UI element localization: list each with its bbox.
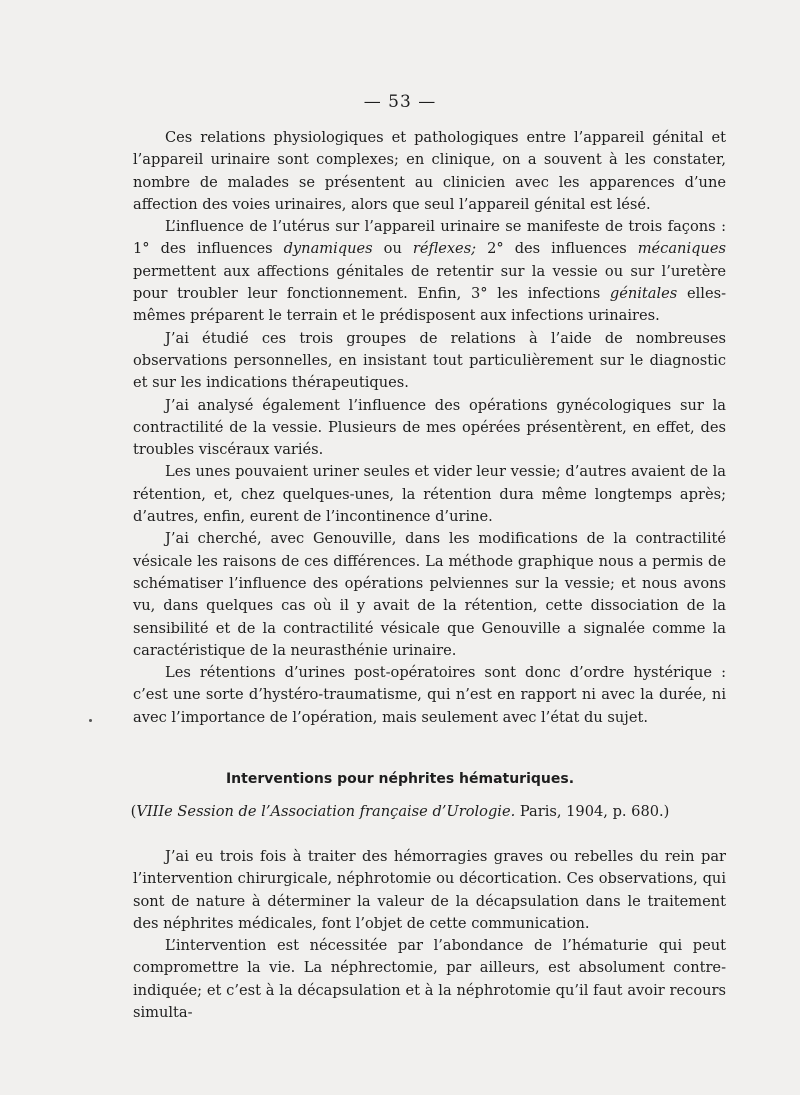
emphasis-text: dynamiques: [283, 240, 373, 258]
page-number: — 53 —: [363, 92, 437, 112]
paragraph-text: J’ai analysé également l’influence des opérations gynécologiques sur la contractilité de la vessie. Plusieurs de mes opérées présentèrent, en effet, des troubles viscéraux variés.: [133, 396, 726, 459]
emphasis-text: mécaniques: [637, 240, 726, 258]
paragraph: [133, 846, 726, 935]
section-2-heading: Interventions pour néphrites hématuriques.: [225, 771, 575, 787]
paragraph: [133, 395, 726, 462]
paragraph-text: permettent aux affections génitales de retentir sur la vessie ou sur l’uretère pour troubler leur fonctionnement. Enfin, 3° les infections: [133, 262, 726, 303]
paragraph-text: Les unes pouvaient uriner seules et vider leur vessie; d’autres avaient de la rétention, et, chez quelques-unes, la rétention dura même longtemps après; d’autres, enfin, eurent de l’incontinence d’urine.: [133, 463, 726, 526]
paragraph-text: 2° des influences: [476, 240, 638, 258]
paragraph-text: ou: [372, 240, 413, 258]
paragraph: [133, 528, 726, 662]
paragraph-text: J’ai cherché, avec Genouville, dans les modifications de la contractilité vésicale les raisons de ces différences. La méthode graphique nous a permis de schématiser l’influence des opérations pelviennes sur la vessie; et nous avons vu, dans quelques cas où il y avait de la rétention, cette dissociation de la sensibilité et de la contractilité vésicale que Genouville a signalée comme la caractéristique de la neurasthénie urinaire.: [133, 530, 726, 659]
paragraph: [133, 461, 726, 528]
paragraph: [133, 935, 726, 1024]
paragraph-text: J’ai eu trois fois à traiter des hémorragies graves ou rebelles du rein par l’intervention chirurgicale, néphrotomie ou décortication. Ces observations, qui sont de nature à déterminer la valeur de la décapsulation dans le traitement des néphrites médicales, font l’objet de cette communication.: [133, 848, 726, 932]
emphasis-text: génitales: [609, 285, 678, 303]
paragraph-text: L’influence de l’utérus sur l’appareil urinaire se manifeste de trois façons : 1° des influences: [133, 218, 726, 258]
section-2-body: [133, 846, 726, 1024]
paragraph-text: J’ai étudié ces trois groupes de relations à l’aide de nombreuses observations personnelles, en insistant tout particulièrement sur le diagnostic et sur les indications thérapeutiques.: [133, 329, 726, 392]
paragraph-text: Les rétentions d’urines post-opératoires sont donc d’ordre hystérique : c’est une sorte d’hystéro-traumatisme, qui n’est en rapport ni avec la durée, ni avec l’importance de l’opération, mais seulement avec l’état du sujet.: [133, 664, 726, 726]
paragraph-text: L’intervention est nécessitée par l’abondance de l’hématurie qui peut compromettre la vie. La néphrectomie, par ailleurs, est absolument contre-indiquée; et c’est à la décapsulation et à la néphrotomie qu’il faut avoir recours simulta-: [133, 937, 726, 1022]
margin-speck: [89, 719, 92, 722]
paragraph-text: elles-mêmes préparent le terrain et le prédisposent aux infections urinaires.: [133, 285, 727, 325]
citation-source: VIIIe Session de l’Association française d’Urologie.: [136, 803, 516, 820]
paragraph: [133, 662, 726, 729]
paragraph: [133, 216, 726, 327]
paragraph: [133, 328, 726, 395]
paragraph: [133, 127, 726, 216]
paragraph-text: Ces relations physiologiques et pathologiques entre l’appareil génital et l’appareil urinaire sont complexes; en clinique, on a souvent à les constater, nombre de malades se présentent au clinicien avec les apparences d’une affection des voies urinaires, alors que seul l’appareil génital est lésé.: [133, 129, 726, 213]
citation-details: Paris, 1904, p. 680.): [515, 803, 670, 820]
section-1-body: [133, 127, 726, 729]
emphasis-text: réflexes;: [412, 240, 477, 258]
citation-open: (: [130, 803, 137, 820]
section-2-citation: [0, 803, 800, 820]
